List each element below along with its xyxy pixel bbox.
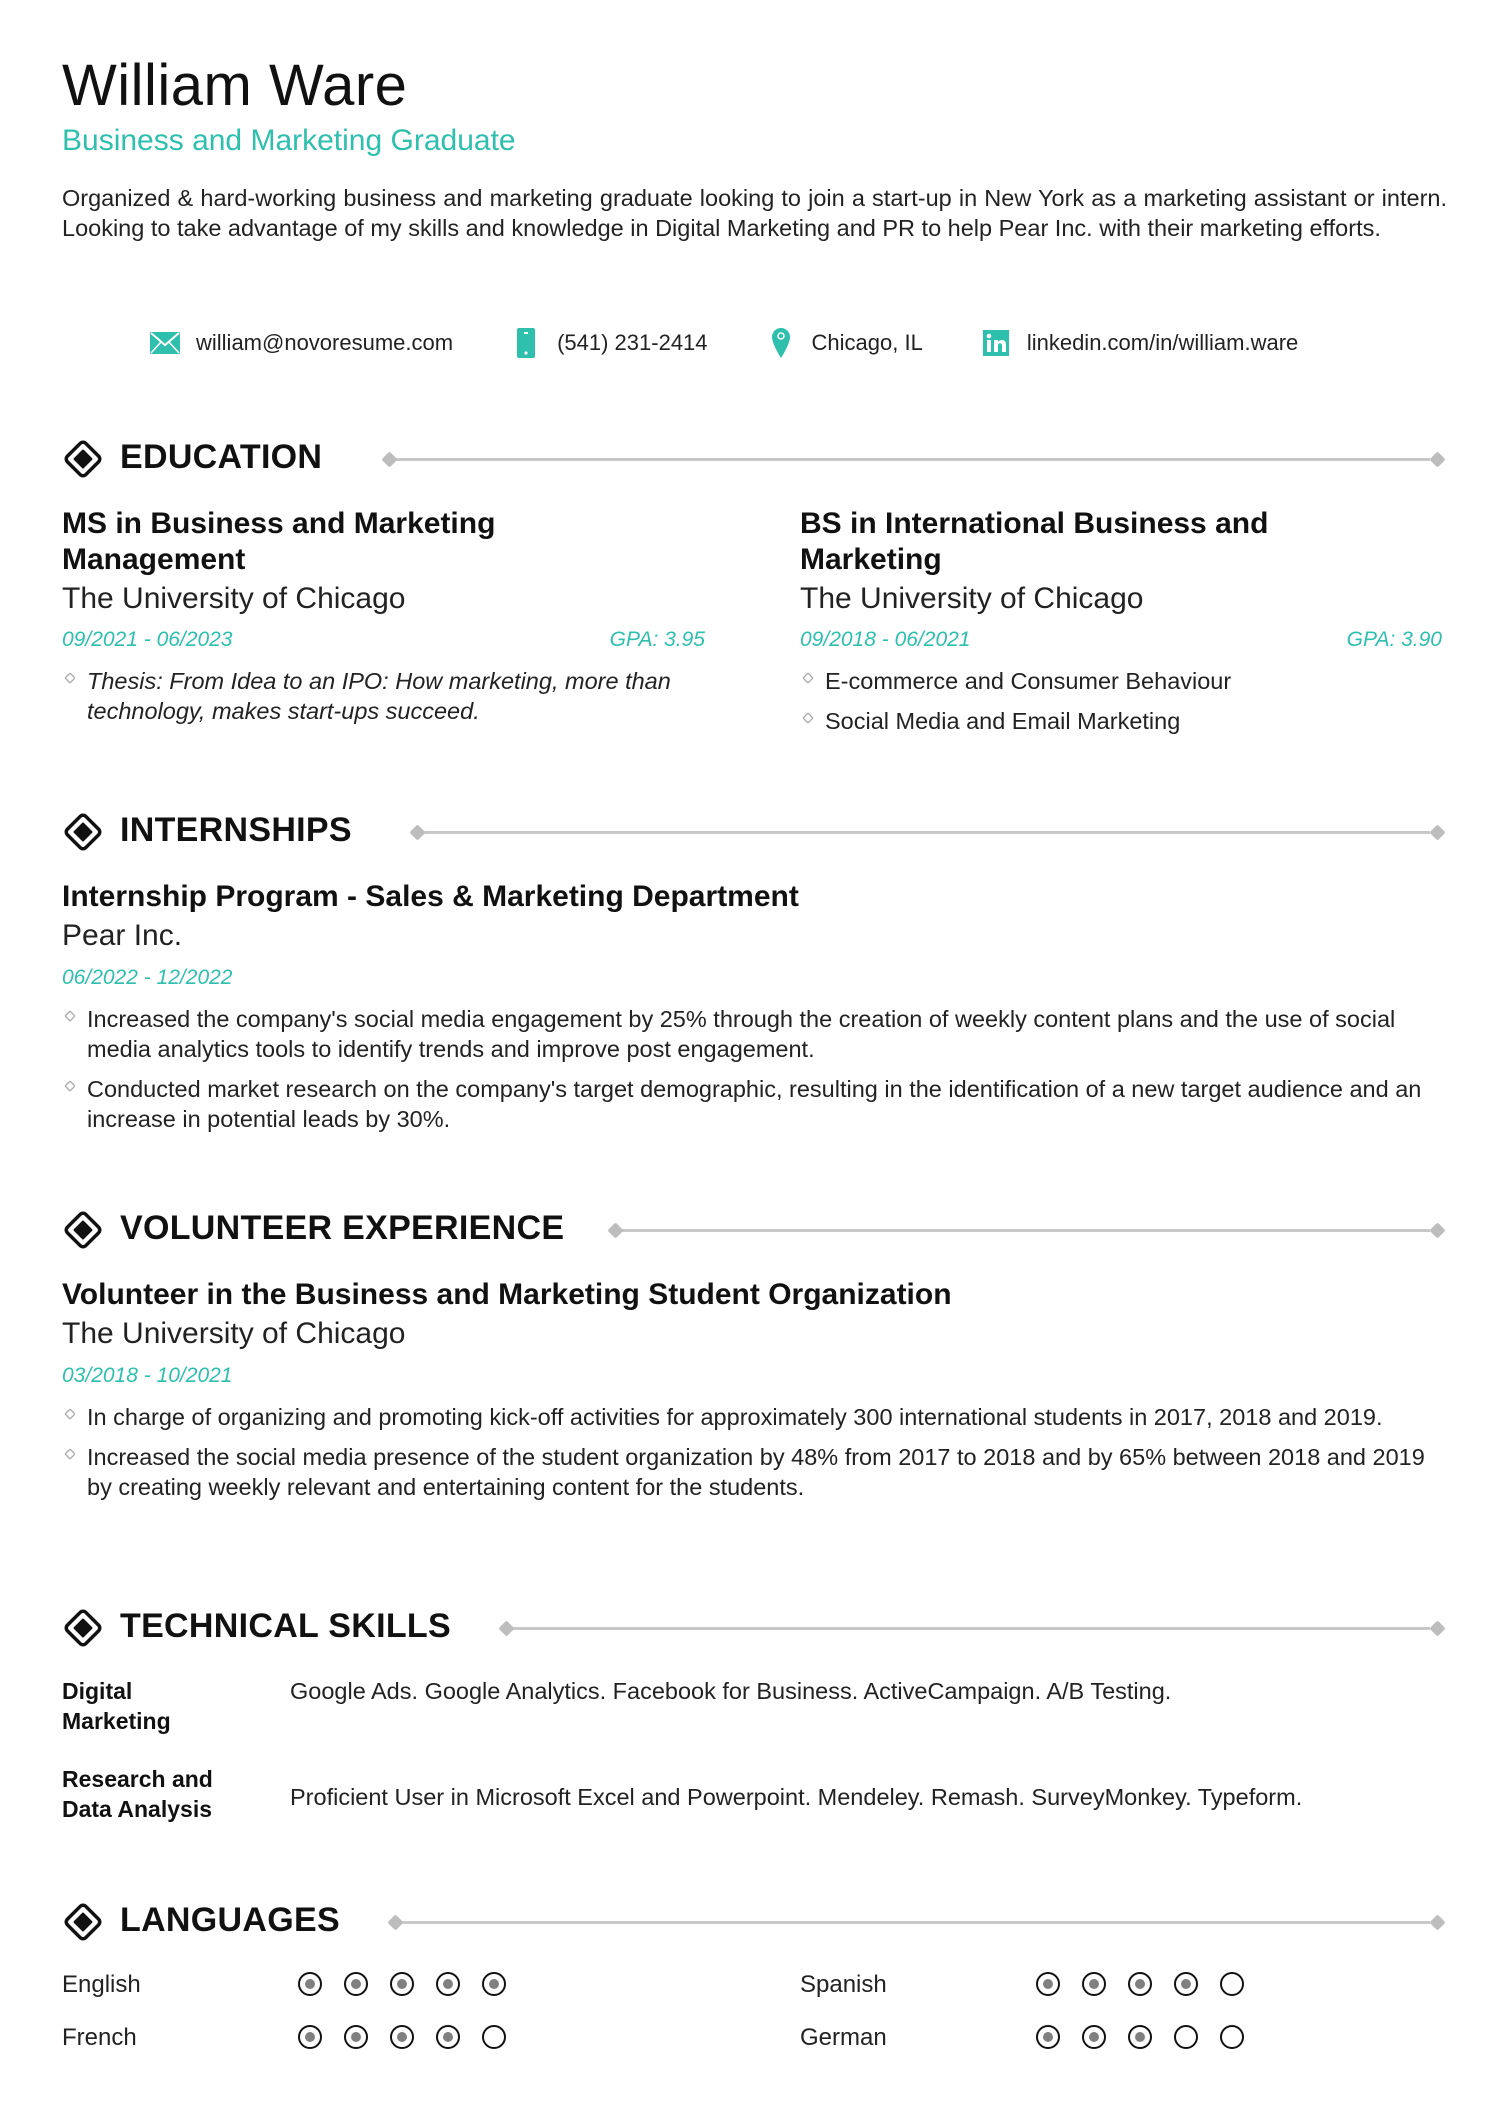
- bullet-diamond-icon: [802, 712, 814, 724]
- contact-linkedin-text: linkedin.com/in/william.ware: [1026, 330, 1299, 355]
- linkedin-icon: [981, 328, 1011, 358]
- section-diamond-icon: [62, 1209, 104, 1251]
- skill-category: Research and Data Analysis: [62, 1766, 213, 1822]
- rating-dot-empty-icon: [1220, 2025, 1244, 2049]
- gpa: GPA: 3.90: [1346, 628, 1442, 651]
- rule-end-diamond-icon: [1428, 1619, 1447, 1638]
- section-title: TECHNICAL SKILLS: [120, 1607, 451, 1645]
- section-title: INTERNSHIPS: [120, 811, 352, 849]
- rating-dot-filled-icon: [344, 2025, 368, 2049]
- school-name: The University of Chicago: [62, 582, 406, 615]
- section-title: VOLUNTEER EXPERIENCE: [120, 1209, 565, 1247]
- section-header-skills: [62, 1603, 1440, 1653]
- section-title: EDUCATION: [120, 438, 323, 476]
- candidate-title: Business and Marketing Graduate: [62, 124, 516, 157]
- rating-dot-filled-icon: [1082, 1972, 1106, 1996]
- rating-dot-filled-icon: [436, 1972, 460, 1996]
- rating-dot-empty-icon: [1220, 1972, 1244, 1996]
- rating-dot-filled-icon: [390, 1972, 414, 1996]
- internship-bullets: [62, 1004, 1447, 1144]
- rating-dot-filled-icon: [1128, 2025, 1152, 2049]
- bullet-diamond-icon: [64, 1010, 76, 1022]
- language-name: Spanish: [800, 1971, 887, 1998]
- internship-dates: 06/2022 - 12/2022: [62, 966, 233, 989]
- section-header-volunteer: [62, 1205, 1440, 1255]
- volunteer-bullets: [62, 1402, 1447, 1512]
- rating-dot-empty-icon: [1174, 2025, 1198, 2049]
- phone-icon: [511, 328, 541, 358]
- contact-email[interactable]: [150, 328, 453, 358]
- rating-dot-filled-icon: [1036, 1972, 1060, 1996]
- envelope-icon: [150, 328, 180, 358]
- section-rule: [391, 458, 1430, 461]
- section-header-education: [62, 434, 1440, 484]
- company-name: Pear Inc.: [62, 919, 183, 952]
- section-rule: [508, 1627, 1430, 1630]
- rule-end-diamond-icon: [1428, 450, 1447, 469]
- organization-name: The University of Chicago: [62, 1317, 406, 1350]
- location-pin-icon: [766, 328, 796, 358]
- contact-phone[interactable]: [511, 328, 707, 358]
- section-diamond-icon: [62, 1901, 104, 1943]
- education-dates: 09/2021 - 06/2023: [62, 628, 233, 651]
- language-name: French: [62, 2024, 137, 2051]
- internship-title: Internship Program - Sales & Marketing Department: [62, 880, 799, 913]
- language-name: English: [62, 1971, 141, 1998]
- bullet-item: Social Media and Email Marketing: [800, 706, 1440, 736]
- proficiency-rating: [1036, 1972, 1266, 1996]
- section-diamond-icon: [62, 1607, 104, 1649]
- rating-dot-filled-icon: [436, 2025, 460, 2049]
- rating-dot-filled-icon: [482, 1972, 506, 1996]
- contact-location: [766, 328, 923, 358]
- proficiency-rating: [1036, 2025, 1266, 2049]
- rating-dot-filled-icon: [298, 2025, 322, 2049]
- rating-dot-filled-icon: [1128, 1972, 1152, 1996]
- rule-start-diamond-icon: [497, 1619, 516, 1638]
- rating-dot-filled-icon: [1082, 2025, 1106, 2049]
- degree-title: BS in International Business and Marketing: [800, 507, 1269, 576]
- section-rule: [617, 1229, 1430, 1232]
- section-rule: [397, 1921, 1430, 1924]
- bullet-diamond-icon: [64, 1448, 76, 1460]
- volunteer-title: Volunteer in the Business and Marketing Student Organization: [62, 1278, 952, 1311]
- section-diamond-icon: [62, 811, 104, 853]
- rule-start-diamond-icon: [408, 823, 427, 842]
- section-header-languages: [62, 1897, 1440, 1947]
- proficiency-rating: [298, 2025, 528, 2049]
- candidate-name: William Ware: [62, 53, 408, 118]
- rating-dot-filled-icon: [1174, 1972, 1198, 1996]
- education-bullets: [62, 666, 722, 736]
- rule-start-diamond-icon: [380, 450, 399, 469]
- rating-dot-filled-icon: [1036, 2025, 1060, 2049]
- bullet-item: Increased the company's social media engagement by 25% through the creation of weekly content plans and the use of social media analytics tools to identify trends and improve post engagement.: [62, 1004, 1447, 1064]
- skill-list: Google Ads. Google Analytics. Facebook for Business. ActiveCampaign. A/B Testing.: [290, 1678, 1172, 1704]
- rule-start-diamond-icon: [386, 1913, 405, 1932]
- rating-dot-filled-icon: [344, 1972, 368, 1996]
- bullet-diamond-icon: [64, 1080, 76, 1092]
- rating-dot-filled-icon: [390, 2025, 414, 2049]
- bullet-diamond-icon: [64, 672, 76, 684]
- rule-end-diamond-icon: [1428, 1221, 1447, 1240]
- skill-category: Digital Marketing: [62, 1678, 171, 1734]
- bullet-diamond-icon: [64, 1408, 76, 1420]
- volunteer-dates: 03/2018 - 10/2021: [62, 1364, 233, 1387]
- rating-dot-empty-icon: [482, 2025, 506, 2049]
- bullet-item: Conducted market research on the company's target demographic, resulting in the identification of a new target audience and an increase in potential leads by 30%.: [62, 1074, 1447, 1134]
- education-bullets: [800, 666, 1440, 746]
- bullet-item: In charge of organizing and promoting kick-off activities for approximately 300 international students in 2017, 2018 and 2019.: [62, 1402, 1447, 1432]
- contact-phone-text: (541) 231-2414: [557, 330, 708, 355]
- proficiency-rating: [298, 1972, 528, 1996]
- section-diamond-icon: [62, 438, 104, 480]
- section-title: LANGUAGES: [120, 1901, 340, 1939]
- language-name: German: [800, 2024, 887, 2051]
- bullet-item: E-commerce and Consumer Behaviour: [800, 666, 1440, 696]
- bullet-item: Thesis: From Idea to an IPO: How marketing, more than technology, makes start-ups succeed.: [62, 666, 722, 726]
- skill-list: Proficient User in Microsoft Excel and Powerpoint. Mendeley. Remash. SurveyMonkey. Typeform.: [290, 1784, 1303, 1810]
- bullet-item: Increased the social media presence of the student organization by 48% from 2017 to 2018 and by 65% between 2018 and 2019 by creating weekly relevant and entertaining content for the students.: [62, 1442, 1447, 1502]
- contact-email-text: william@novoresume.com: [196, 330, 454, 355]
- rating-dot-filled-icon: [298, 1972, 322, 1996]
- bullet-diamond-icon: [802, 672, 814, 684]
- summary-text: Organized & hard-working business and marketing graduate looking to join a start-up in New York as a marketing assistant or intern. Looking to take advantage of my skills and knowledge in Digital Marketing and PR to help Pear Inc. with their marketing efforts.: [62, 185, 1447, 241]
- rule-end-diamond-icon: [1428, 1913, 1447, 1932]
- contact-row: [150, 325, 1356, 361]
- contact-linkedin[interactable]: [981, 328, 1298, 358]
- education-dates: 09/2018 - 06/2021: [800, 628, 971, 651]
- section-header-internships: [62, 807, 1440, 857]
- school-name: The University of Chicago: [800, 582, 1144, 615]
- gpa: GPA: 3.95: [609, 628, 705, 651]
- rule-start-diamond-icon: [606, 1221, 625, 1240]
- degree-title: MS in Business and Marketing Management: [62, 507, 496, 576]
- rule-end-diamond-icon: [1428, 823, 1447, 842]
- section-rule: [419, 831, 1430, 834]
- contact-location-text: Chicago, IL: [811, 330, 923, 355]
